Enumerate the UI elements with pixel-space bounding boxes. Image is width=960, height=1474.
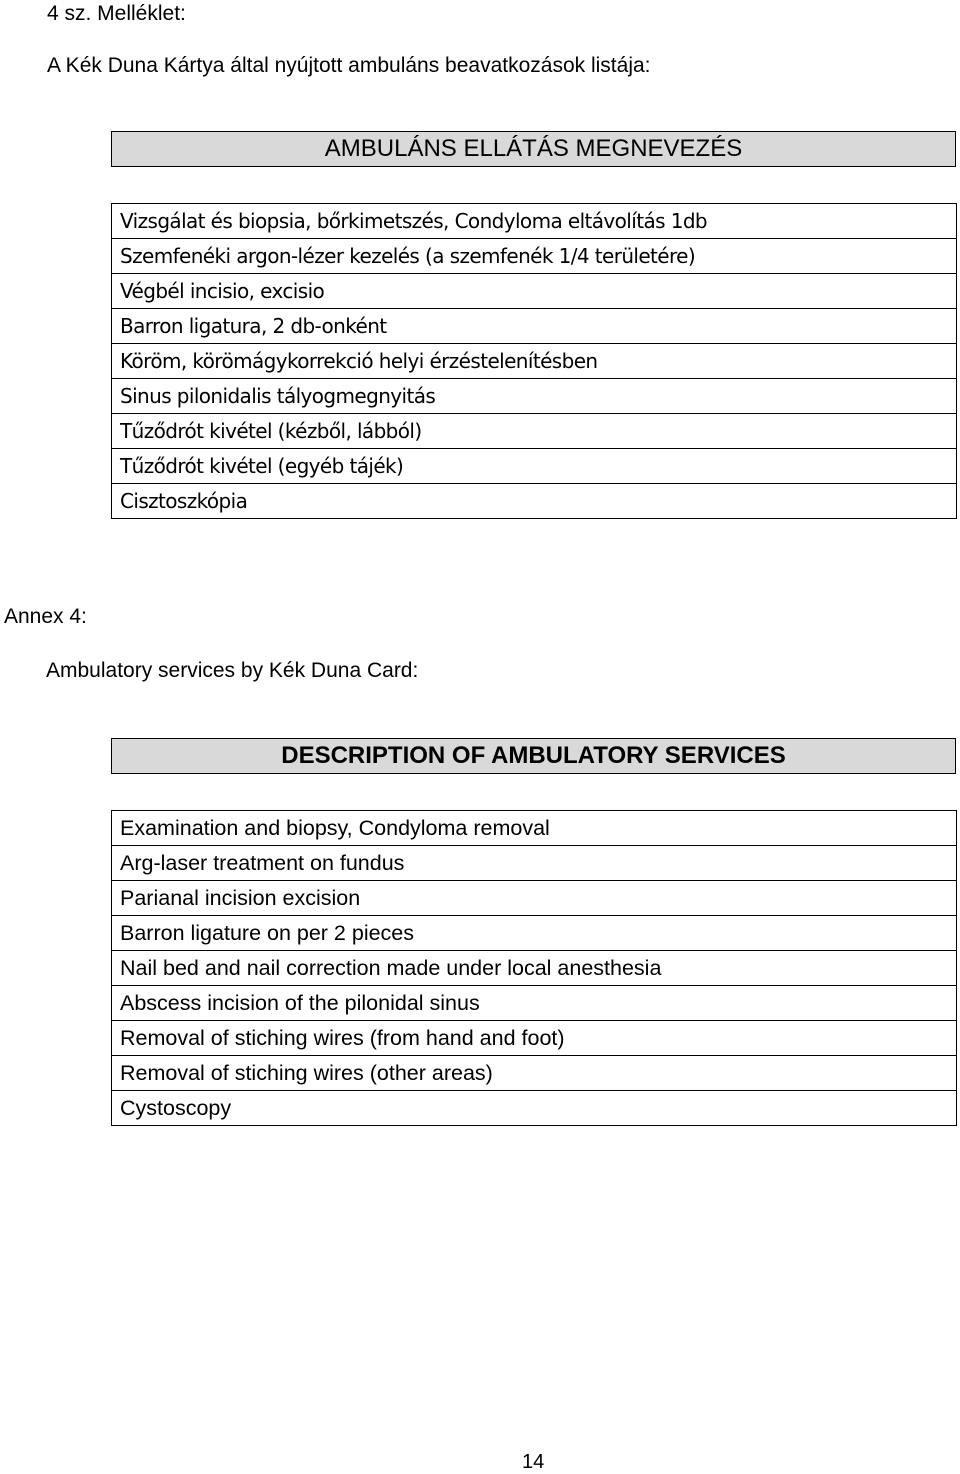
service-cell: Vizsgálat és biopsia, bőrkimetszés, Condyloma eltávolítás 1db <box>112 204 957 239</box>
table-row <box>112 204 957 239</box>
services-table-en <box>111 810 957 1126</box>
table-row <box>112 1056 957 1091</box>
service-cell: Szemfenéki argon-lézer kezelés (a szemfenék 1/4 területére) <box>112 239 957 274</box>
table-row <box>112 1021 957 1056</box>
service-cell: Removal of stiching wires (from hand and foot) <box>112 1021 957 1056</box>
service-cell: Examination and biopsy, Condyloma removal <box>112 811 957 846</box>
table-row <box>112 916 957 951</box>
table-row <box>112 414 957 449</box>
table-row <box>112 986 957 1021</box>
table-row <box>112 344 957 379</box>
annex-heading-hu: 4 sz. Melléklet: <box>47 2 186 25</box>
service-cell: Nail bed and nail correction made under local anesthesia <box>112 951 957 986</box>
service-cell: Végbél incisio, excisio <box>112 274 957 309</box>
table-row <box>112 274 957 309</box>
service-cell: Abscess incision of the pilonidal sinus <box>112 986 957 1021</box>
table-row <box>112 881 957 916</box>
table-title-en: DESCRIPTION OF AMBULATORY SERVICES <box>111 738 956 774</box>
service-cell: Tűződrót kivétel (kézből, lábból) <box>112 414 957 449</box>
table-row <box>112 951 957 986</box>
service-cell: Sinus pilonidalis tályogmegnyitás <box>112 379 957 414</box>
service-cell: Cisztoszkópia <box>112 484 957 519</box>
table-row <box>112 309 957 344</box>
service-cell: Barron ligatura, 2 db-onként <box>112 309 957 344</box>
service-cell: Removal of stiching wires (other areas) <box>112 1056 957 1091</box>
page-number: 14 <box>522 1451 545 1473</box>
services-table-hu <box>111 203 957 519</box>
service-cell: Cystoscopy <box>112 1091 957 1126</box>
table-row <box>112 846 957 881</box>
table-row <box>112 484 957 519</box>
table-row <box>112 449 957 484</box>
intro-text-hu: A Kék Duna Kártya által nyújtott ambuláns beavatkozások listája: <box>47 54 651 77</box>
table-row <box>112 379 957 414</box>
annex-heading-en: Annex 4: <box>4 605 87 628</box>
service-cell: Arg-laser treatment on fundus <box>112 846 957 881</box>
service-cell: Tűződrót kivétel (egyéb tájék) <box>112 449 957 484</box>
table-row <box>112 239 957 274</box>
intro-text-en: Ambulatory services by Kék Duna Card: <box>46 659 419 682</box>
table-title-hu: AMBULÁNS ELLÁTÁS MEGNEVEZÉS <box>111 131 956 167</box>
table-row <box>112 811 957 846</box>
table-row <box>112 1091 957 1126</box>
service-cell: Köröm, körömágykorrekció helyi érzéstelenítésben <box>112 344 957 379</box>
service-cell: Barron ligature on per 2 pieces <box>112 916 957 951</box>
service-cell: Parianal incision excision <box>112 881 957 916</box>
